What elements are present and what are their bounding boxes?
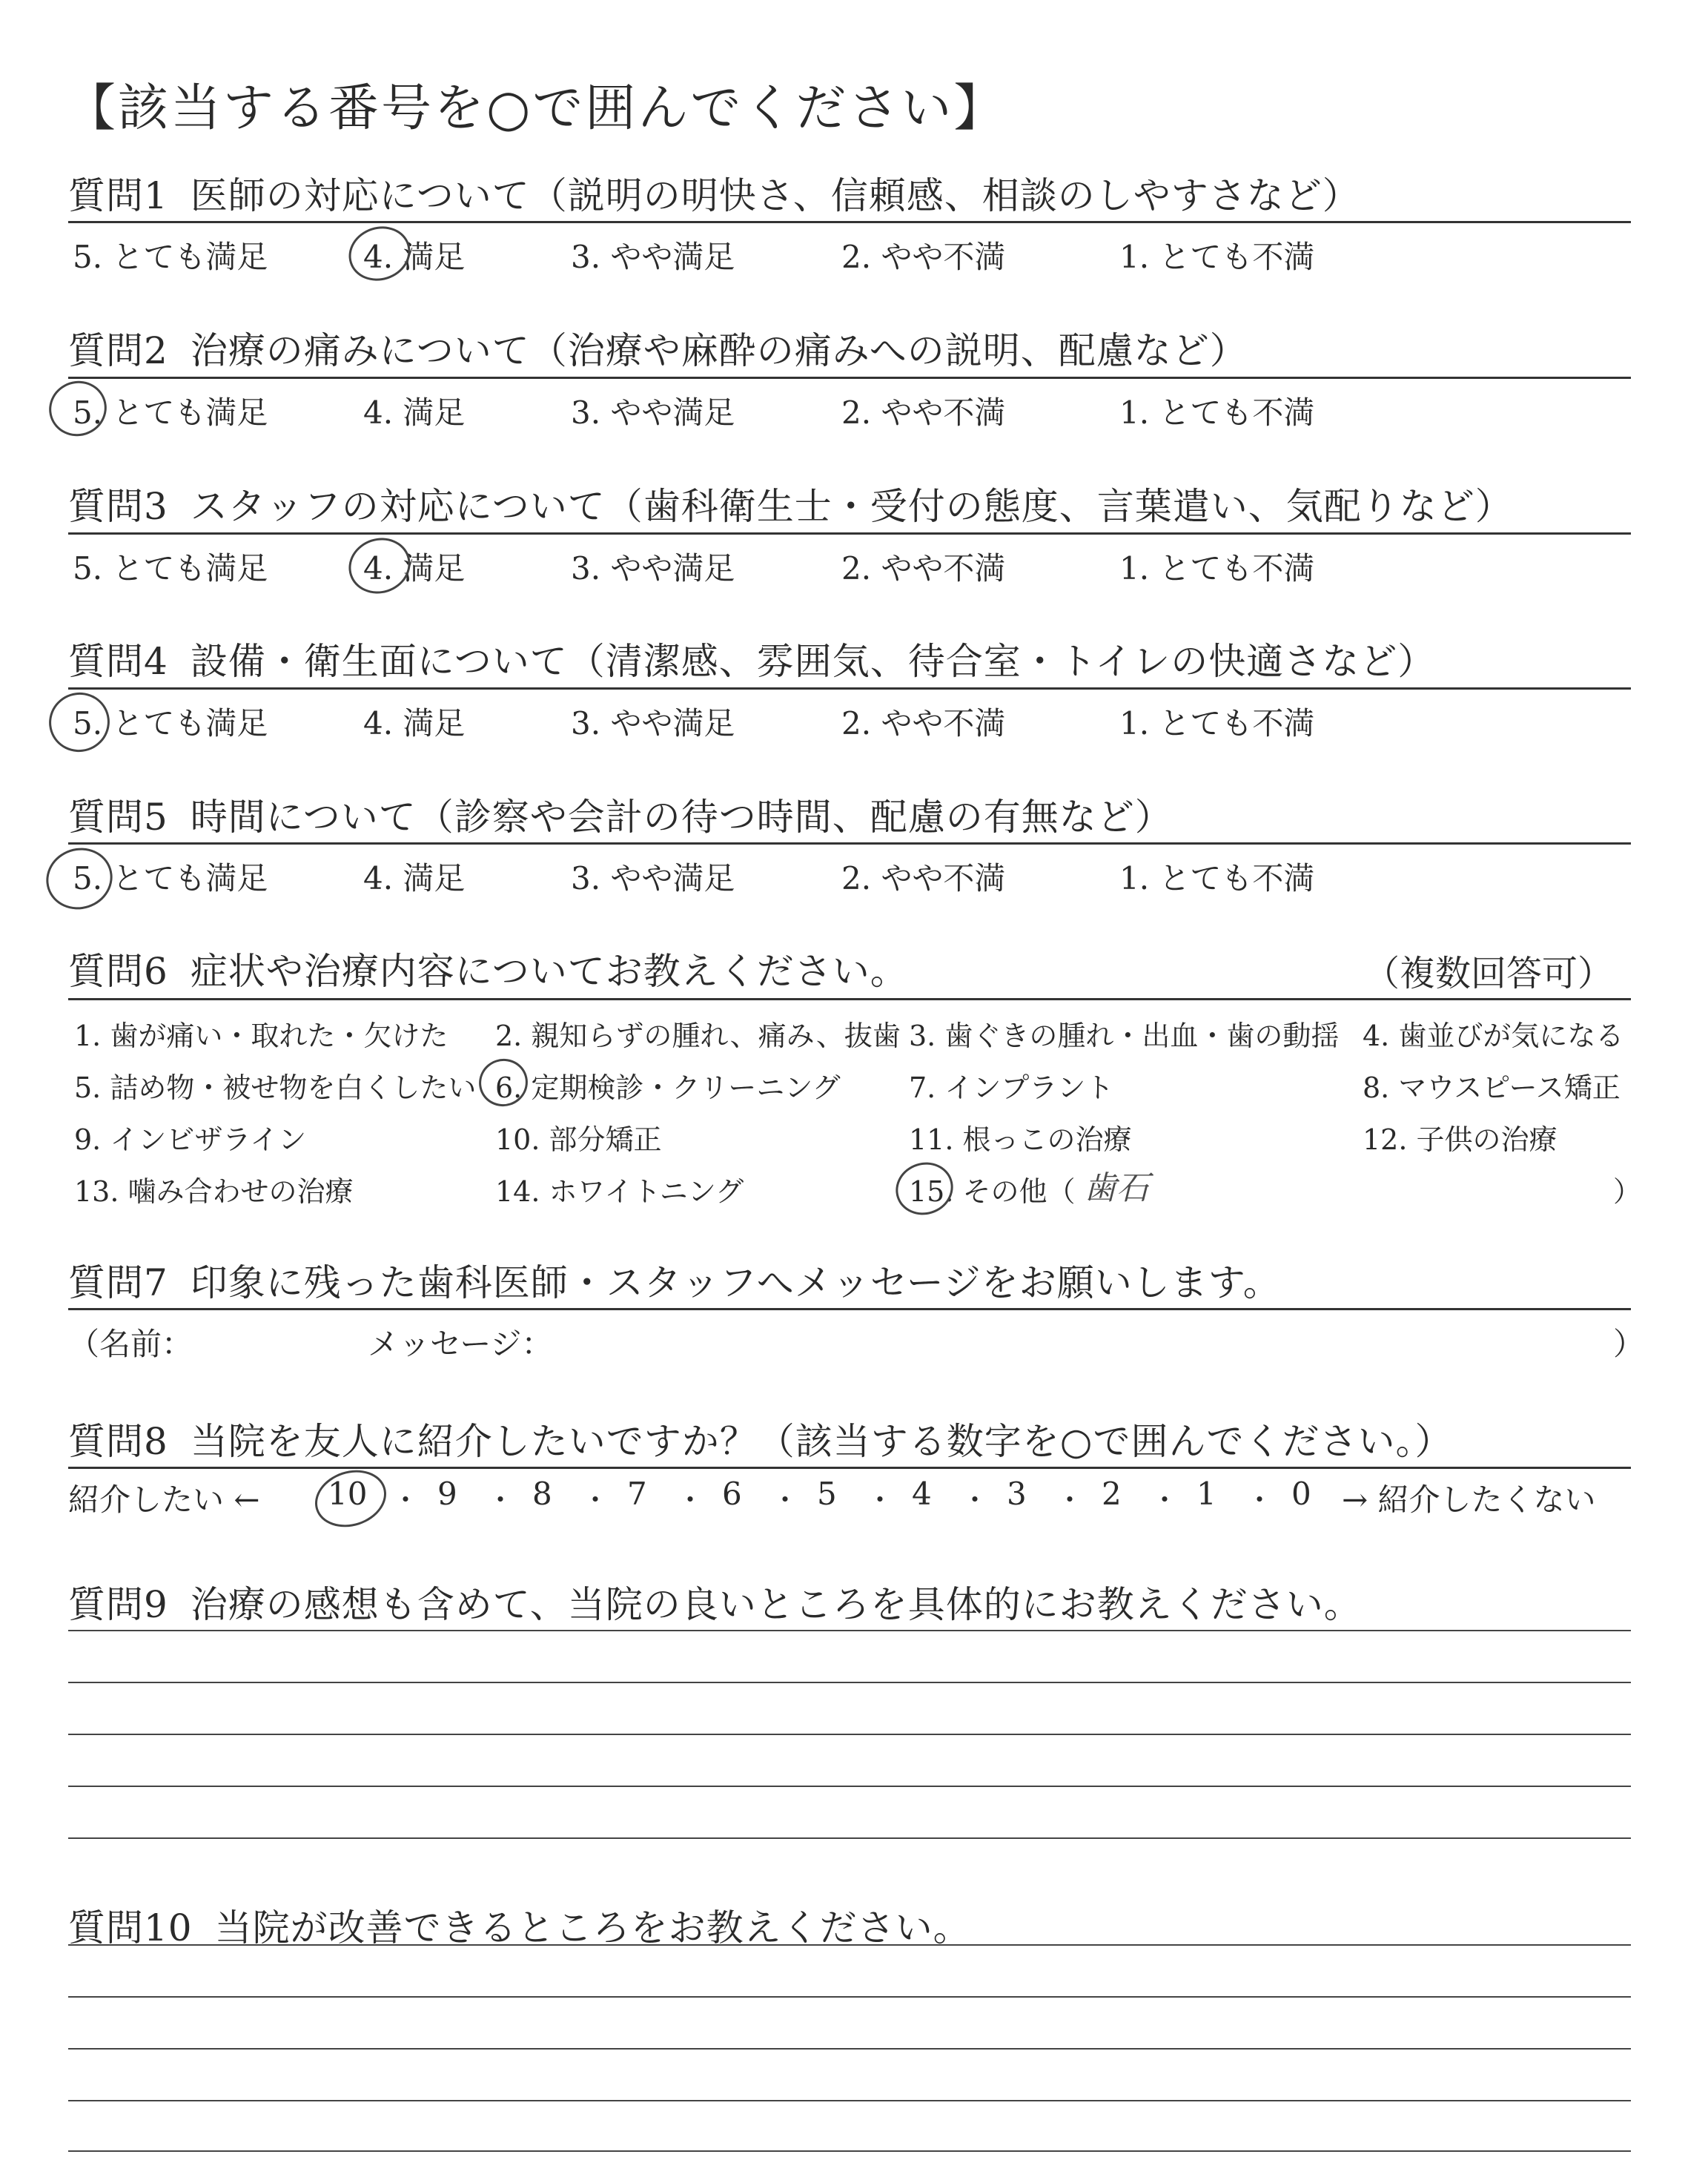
question-text: 印象に残った歯科医師・スタッフへメッセージをお願いします。 [190,1261,1281,1304]
q6-option-10[interactable]: 10. 部分矯正 [495,1123,662,1156]
q1-option-5[interactable]: 5. とても満足 [73,239,268,275]
q6-option-9[interactable]: 9. インビザライン [74,1123,307,1156]
q10-answer-line[interactable] [68,1996,1631,1998]
q8-separator: ・ [866,1484,895,1516]
question-4-title [68,632,1435,685]
q4-selection-circle [42,684,118,759]
q3-option-2[interactable]: 2. やや不満 [841,550,1006,587]
question-number: 質問2 [68,329,168,372]
q9-answer-line[interactable] [68,1837,1631,1839]
q5-option-2[interactable]: 2. やや不満 [841,860,1006,896]
q8-scale-7[interactable]: 7 [627,1476,647,1512]
q2-option-3[interactable]: 3. やや満足 [571,394,735,431]
q6-other-close-paren: ） [1613,1175,1642,1208]
q1-option-2[interactable]: 2. やや不満 [841,239,1006,275]
q8-scale-5[interactable]: 5 [817,1476,837,1512]
question-7-underline [68,1308,1631,1310]
q6-option-7[interactable]: 7. インプラント [909,1071,1114,1104]
question-text: 医師の対応について（説明の明快さ、信頼感、相談のしやすさなど） [190,174,1360,217]
q9-answer-line[interactable] [68,1786,1631,1787]
q3-option-5[interactable]: 5. とても満足 [73,550,268,587]
q4-option-4[interactable]: 4. 満足 [363,705,466,742]
q5-option-3[interactable]: 3. やや満足 [571,860,735,896]
q1-selection-circle [342,219,417,288]
question-number: 質問10 [68,1906,193,1949]
q1-option-1[interactable]: 1. とても不満 [1119,239,1315,275]
question-5-underline [68,842,1631,845]
q10-answer-line[interactable] [68,1944,1631,1946]
question-text: スタッフの対応について（歯科衛生士・受付の態度、言葉遣い、気配りなど） [190,485,1513,528]
question-1-underline [68,221,1631,223]
q2-option-4[interactable]: 4. 満足 [363,394,466,431]
question-number: 質問4 [68,640,168,683]
question-text: 症状や治療内容についてお教えください。 [190,950,908,993]
q6-option-15[interactable]: 15. その他（ [909,1175,1076,1208]
q8-selection-circle [308,1462,394,1536]
question-5-title [68,787,1173,841]
question-3-title [68,477,1513,530]
q3-option-1[interactable]: 1. とても不満 [1119,550,1315,587]
question-text: 時間について（診察や会計の待つ時間、配慮の有無など） [190,796,1173,839]
question-number: 質問9 [68,1583,168,1626]
question-number: 質問8 [68,1420,168,1463]
question-8-title [68,1412,1452,1465]
q8-left-label: 紹介したい ← [68,1482,260,1518]
question-6-underline [68,998,1631,1000]
q6-option-5[interactable]: 5. 詰め物・被せ物を白くしたい [74,1071,477,1104]
question-text: 当院を友人に紹介したいですか？（該当する数字を○で囲んでください。） [190,1420,1453,1463]
question-text: 設備・衛生面について（清潔感、雰囲気、待合室・トイレの快適さなど） [190,640,1436,683]
q1-option-4[interactable]: 4. 満足 [363,239,466,275]
question-number: 質問6 [68,950,168,993]
q9-answer-line[interactable] [68,1734,1631,1735]
q8-scale-1[interactable]: 1 [1196,1476,1217,1512]
question-number: 質問1 [68,174,168,217]
q8-separator: ・ [1151,1484,1179,1516]
q6-option-11[interactable]: 11. 根っこの治療 [909,1123,1132,1156]
q6-other-answer: 歯石 [1084,1169,1149,1207]
q8-separator: ・ [1056,1484,1085,1516]
q8-scale-10[interactable]: 10 [328,1476,368,1512]
question-number: 質問7 [68,1261,168,1304]
question-7-title [68,1253,1281,1307]
question-9-title [68,1575,1362,1628]
q6-option-13[interactable]: 13. 噛み合わせの治療 [74,1175,354,1208]
q2-option-1[interactable]: 1. とても不満 [1119,394,1315,431]
question-number: 質問3 [68,485,168,528]
q7-close-paren: ） [1613,1326,1645,1362]
q2-option-2[interactable]: 2. やや不満 [841,394,1006,431]
q5-option-1[interactable]: 1. とても不満 [1119,860,1315,896]
question-4-underline [68,687,1631,690]
q7-message-label: メッセージ： [368,1326,553,1362]
q5-selection-circle [39,839,121,918]
q8-scale-9[interactable]: 9 [437,1476,457,1512]
q10-answer-line[interactable] [68,2100,1631,2101]
question-number: 質問5 [68,796,168,839]
q8-right-label: → 紹介したくない [1342,1482,1596,1518]
q8-separator: ・ [581,1484,610,1516]
q7-name-label: （名前： [68,1326,193,1362]
q9-answer-line[interactable] [68,1630,1631,1631]
q8-separator: ・ [961,1484,990,1516]
question-8-underline [68,1467,1631,1469]
q4-option-3[interactable]: 3. やや満足 [571,705,735,742]
q6-option-4[interactable]: 4. 歯並びが気になる [1363,1020,1624,1052]
question-3-underline [68,532,1631,535]
q3-option-4[interactable]: 4. 満足 [363,550,466,587]
question-text: 治療の痛みについて（治療や麻酔の痛みへの説明、配慮など） [190,329,1248,372]
q6-option-1[interactable]: 1. 歯が痛い・取れた・欠けた [74,1020,448,1052]
page-heading: 【該当する番号を○で囲んでください】 [65,79,1007,138]
q3-selection-circle [342,530,418,601]
q6-option-8[interactable]: 8. マウスピース矯正 [1363,1071,1621,1104]
q8-scale-2[interactable]: 2 [1102,1476,1122,1512]
q8-separator: ・ [1245,1484,1274,1516]
question-2-title [68,321,1248,374]
q8-separator: ・ [391,1484,420,1516]
q8-separator: ・ [486,1484,515,1516]
q10-answer-line[interactable] [68,2048,1631,2050]
q6-option-14[interactable]: 14. ホワイトニング [495,1175,744,1208]
question-text: 治療の感想も含めて、当院の良いところを具体的にお教えください。 [190,1583,1362,1626]
q5-option-5[interactable]: 5. とても満足 [73,860,268,896]
question-6-title [68,942,908,995]
q8-separator: ・ [676,1484,705,1516]
q8-scale-6[interactable]: 6 [722,1476,742,1512]
q6-option-12[interactable]: 12. 子供の治療 [1363,1123,1558,1156]
question-2-underline [68,377,1631,379]
q8-scale-4[interactable]: 4 [912,1476,932,1512]
q1-option-3[interactable]: 3. やや満足 [571,239,735,275]
q8-scale-0[interactable]: 0 [1291,1476,1311,1512]
q2-option-5[interactable]: 5. とても満足 [73,394,268,431]
q6-option-2[interactable]: 2. 親知らずの腫れ、痛み、抜歯 [495,1020,901,1052]
q8-scale-8[interactable]: 8 [532,1476,552,1512]
question-1-title [68,166,1360,219]
q6-multiple-answer-note: （複数回答可） [1364,953,1614,994]
q4-option-2[interactable]: 2. やや不満 [841,705,1006,742]
q5-option-4[interactable]: 4. 満足 [363,860,466,896]
q4-option-1[interactable]: 1. とても不満 [1119,705,1315,742]
q6-option-6[interactable]: 6. 定期検診・クリーニング [495,1071,841,1104]
q10-answer-line[interactable] [68,2150,1631,2152]
q8-scale-3[interactable]: 3 [1007,1476,1027,1512]
q4-option-5[interactable]: 5. とても満足 [73,705,268,742]
q3-option-3[interactable]: 3. やや満足 [571,550,735,587]
q8-separator: ・ [771,1484,800,1516]
q6-option-15-selection-circle [889,1155,960,1223]
q6-option-3[interactable]: 3. 歯ぐきの腫れ・出血・歯の動揺 [909,1020,1340,1052]
question-text: 当院が改善できるところをお教えください。 [214,1906,971,1949]
q9-answer-line[interactable] [68,1682,1631,1683]
q2-selection-circle [42,374,113,443]
